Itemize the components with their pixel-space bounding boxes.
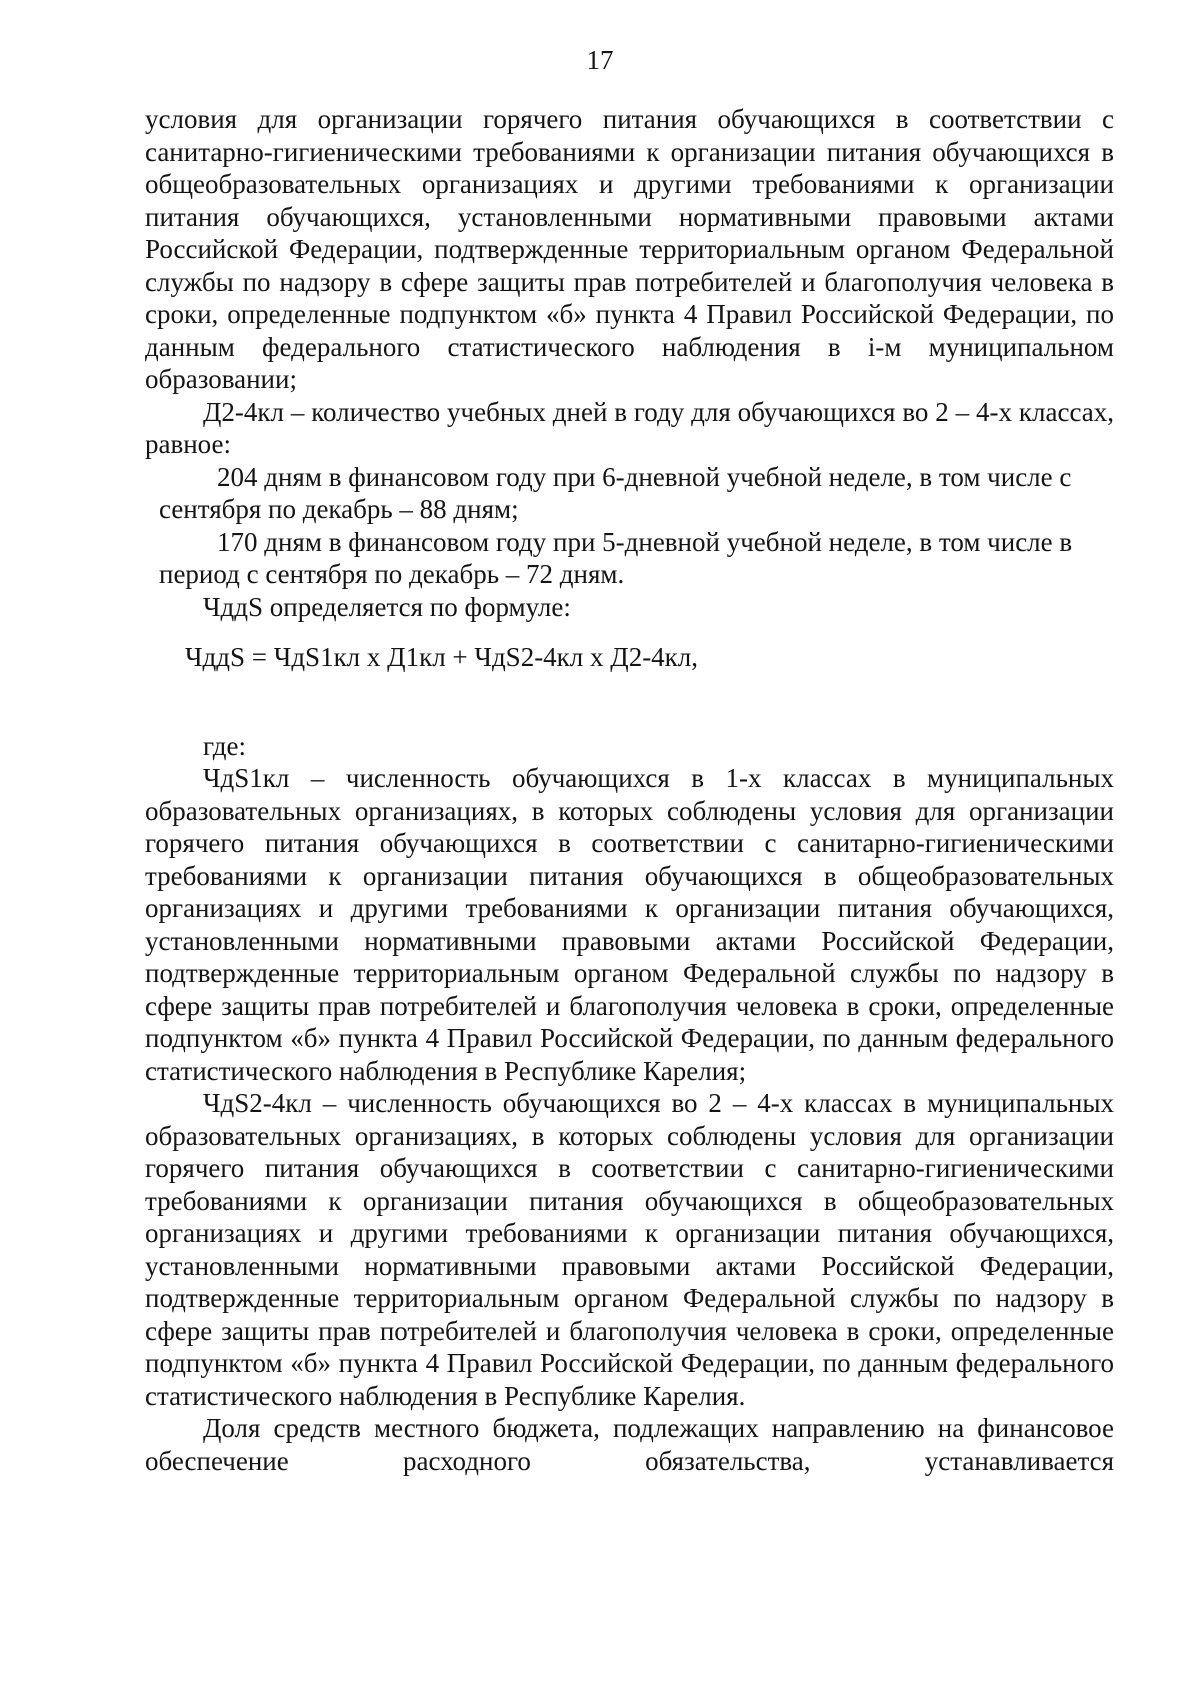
paragraph-chds1kl-definition: ЧдS1кл – численность обучающихся в 1-х классах в муниципальных образовательных организациях, в которых соблюдены условия для организации горячего питания обучающихся в соответствии с санитарно-гигиеническими требованиями к организации питания обучающихся в общеобразовательных организациях и другими требованиями к организации питания обучающихся, установленными нормативными правовыми актами Российской Федерации, подтвержденные территориальным органом Федеральной службы по надзору в сфере защиты прав потребителей и благополучия человека в сроки, определенные подпунктом «б» пункта 4 Правил Российской Федерации, по данным федерального статистического наблюдения в Республике Карелия; bbox=[145, 763, 1114, 1086]
paragraph-chds2-4kl-definition: ЧдS2-4кл – численность обучающихся во 2 – 4-х классах в муниципальных образовательных организациях, в которых соблюдены условия для организации горячего питания обучающихся в соответствии с санитарно-гигиеническими требованиями к организации питания обучающихся в общеобразовательных организациях и другими требованиями к организации питания обучающихся, установленными нормативными правовыми актами Российской Федерации, подтвержденные территориальным органом Федеральной службы по надзору в сфере защиты прав потребителей и благополучия человека в сроки, определенные подпунктом «б» пункта 4 Правил Российской Федерации, по данным федерального статистического наблюдения в Республике Карелия. bbox=[145, 1088, 1114, 1411]
paragraph-204-days: 204 дням в финансовом году при 6-дневной учебной неделе, в том числе с сентября по декабрь – 88 дням; bbox=[159, 461, 1072, 524]
formula: ЧддS = ЧдS1кл х Д1кл + ЧдS2-4кл х Д2-4кл, bbox=[185, 642, 699, 672]
page-number: 17 bbox=[586, 45, 614, 75]
paragraph-conditions-continuation: условия для организации горячего питания обучающихся в соответствии с санитарно-гигиеническими требованиями к организации питания обучающихся в общеобразовательных организациях и другими требованиями к организации питания обучающихся, установленными нормативными правовыми актами Российской Федерации, подтвержденные территориальным органом Федеральной службы по надзору в сфере защиты прав потребителей и благополучия человека в сроки, определенные подпунктом «б» пункта 4 Правил Российской Федерации, по данным федерального статистического наблюдения в i-м муниципальном образовании; bbox=[145, 104, 1114, 394]
paragraph-budget-share: Доля средств местного бюджета, подлежащих направлению на финансовое обеспечение расходного обязательства, устанавливается bbox=[145, 1413, 1114, 1476]
paragraph-formula-intro: ЧддS определяется по формуле: bbox=[203, 591, 571, 622]
where-label: где: bbox=[203, 730, 246, 761]
paragraph-d2-4kl-definition: Д2-4кл – количество учебных дней в году для обучающихся во 2 – 4-х классах, равное: bbox=[145, 396, 1114, 459]
document-body bbox=[145, 103, 1114, 1477]
paragraph-170-days: 170 дням в финансовом году при 5-дневной учебной неделе, в том числе в период с сентября по декабрь – 72 дням. bbox=[159, 526, 1073, 589]
